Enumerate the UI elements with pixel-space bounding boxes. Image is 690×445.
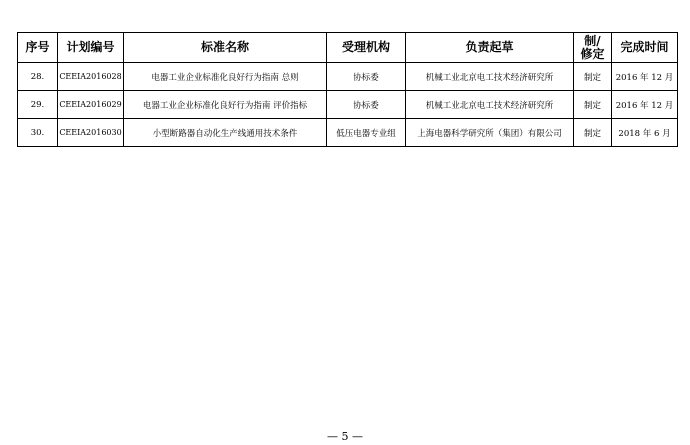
cell-serial-number: 30. xyxy=(18,119,58,147)
table-header-row xyxy=(18,33,678,63)
cell-serial-number: 29. xyxy=(18,91,58,119)
standards-plan-table xyxy=(17,32,678,147)
header-completion-date: 完成时间 xyxy=(612,33,678,63)
cell-revision-type: 制定 xyxy=(574,63,612,91)
header-revision-line-2: 修定 xyxy=(580,46,605,61)
page-number: — 5 — xyxy=(327,430,363,443)
header-drafting-unit: 负责起草 xyxy=(406,33,574,63)
cell-plan-code: CEEIA2016030 xyxy=(58,119,124,147)
header-revision-line-1: 制/ xyxy=(584,33,601,48)
cell-plan-code: CEEIA2016028 xyxy=(58,63,124,91)
cell-plan-code: CEEIA2016029 xyxy=(58,91,124,119)
cell-drafting-unit: 机械工业北京电工技术经济研究所 xyxy=(406,63,574,91)
header-plan-code: 计划编号 xyxy=(58,33,124,63)
cell-drafting-unit: 机械工业北京电工技术经济研究所 xyxy=(406,91,574,119)
cell-completion-date: 2018 年 6 月 xyxy=(612,119,678,147)
cell-serial-number: 28. xyxy=(18,63,58,91)
table-row xyxy=(18,63,678,91)
header-serial-number: 序号 xyxy=(18,33,58,63)
cell-standard-name: 电器工业企业标准化良好行为指南 评价指标 xyxy=(124,91,327,119)
cell-standard-name: 电器工业企业标准化良好行为指南 总则 xyxy=(124,63,327,91)
cell-completion-date: 2016 年 12 月 xyxy=(612,91,678,119)
cell-completion-date: 2016 年 12 月 xyxy=(612,63,678,91)
cell-accepting-agency: 协标委 xyxy=(327,91,406,119)
cell-revision-type: 制定 xyxy=(574,91,612,119)
cell-drafting-unit: 上海电器科学研究所（集团）有限公司 xyxy=(406,119,574,147)
table-row xyxy=(18,91,678,119)
cell-revision-type: 制定 xyxy=(574,119,612,147)
header-revision-type xyxy=(574,33,612,63)
cell-accepting-agency: 协标委 xyxy=(327,63,406,91)
header-accepting-agency: 受理机构 xyxy=(327,33,406,63)
cell-accepting-agency: 低压电器专业组 xyxy=(327,119,406,147)
table-row xyxy=(18,119,678,147)
cell-standard-name: 小型断路器自动化生产线通用技术条件 xyxy=(124,119,327,147)
header-standard-name: 标准名称 xyxy=(124,33,327,63)
